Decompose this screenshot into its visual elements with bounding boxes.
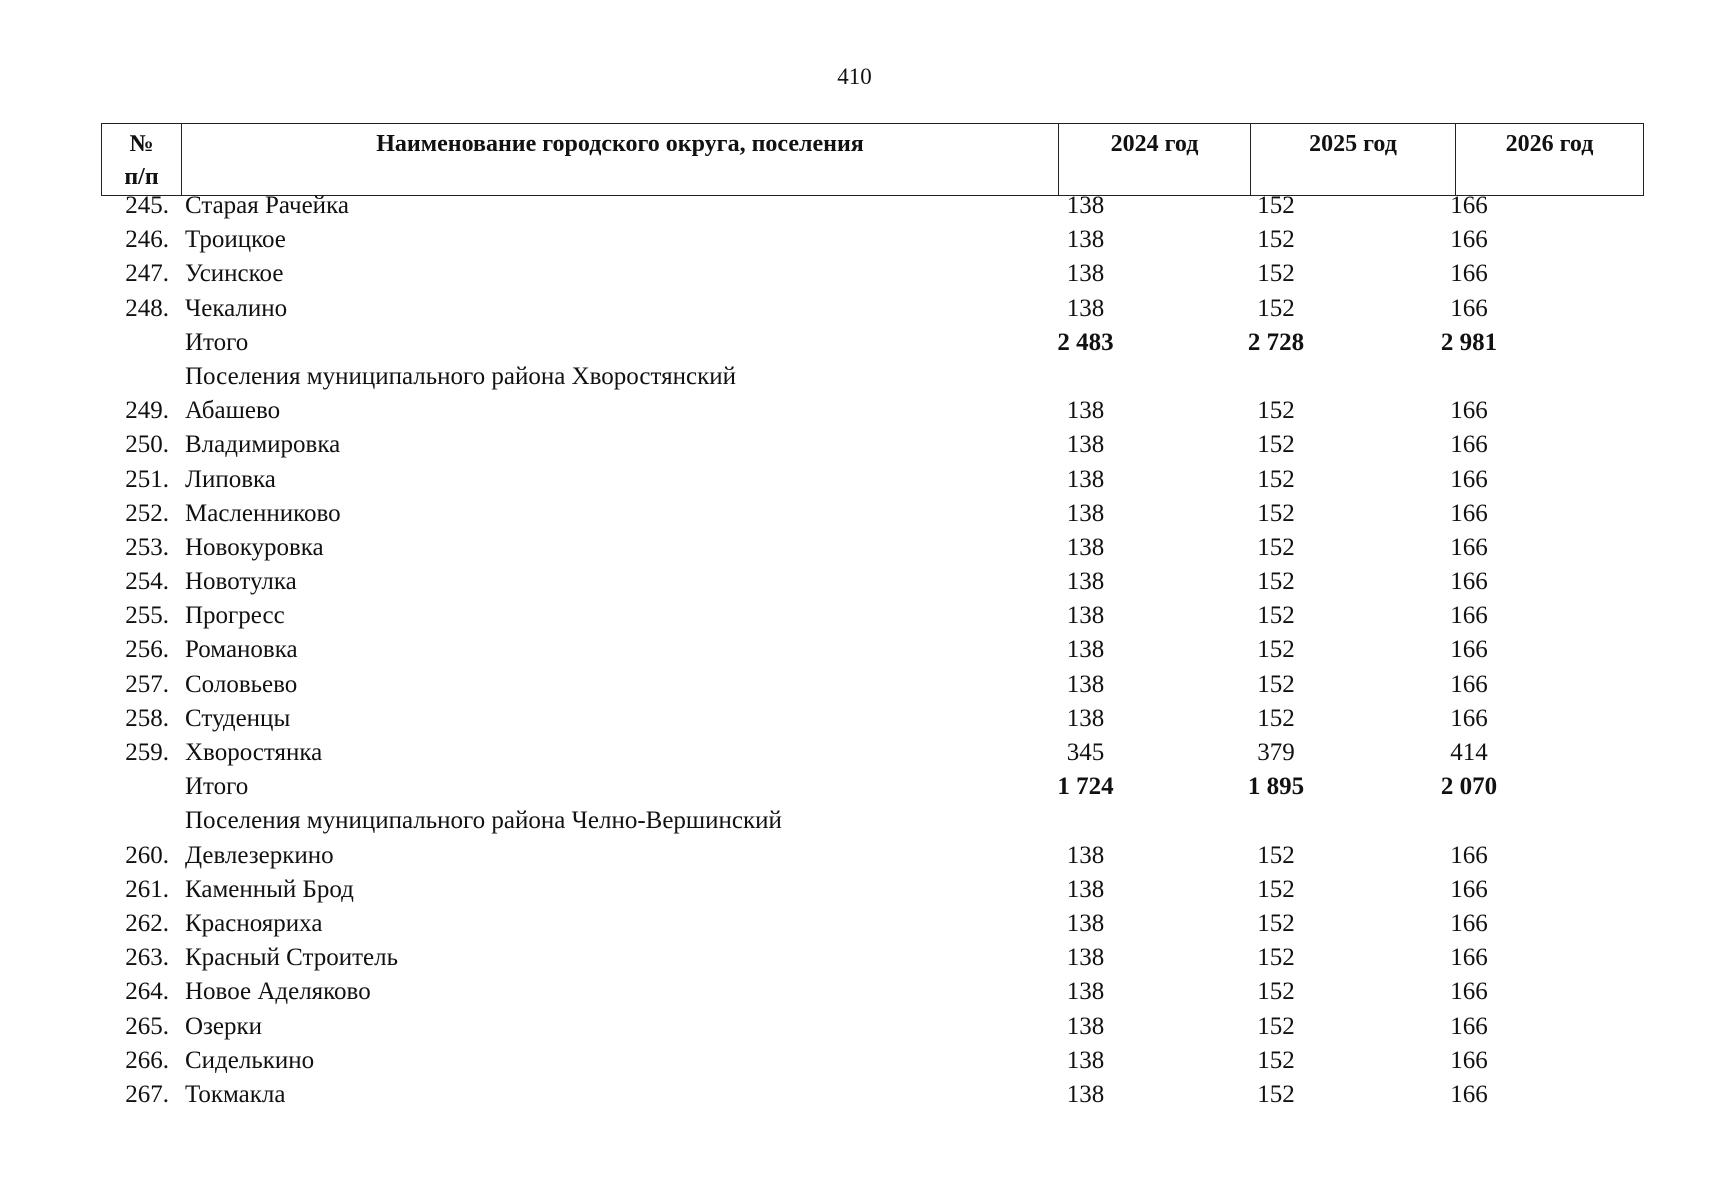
table-header <box>101 123 1644 196</box>
value-2024: 138 <box>1066 260 1105 288</box>
table-row <box>101 257 1643 291</box>
row-number: 263. <box>125 944 169 972</box>
value-2026: 166 <box>1450 1046 1488 1074</box>
row-number: 258. <box>125 704 169 732</box>
value-2024: 138 <box>1066 568 1105 596</box>
table-row <box>101 497 1643 531</box>
row-name: Каменный Брод <box>185 875 354 903</box>
value-2024: 138 <box>1066 670 1105 698</box>
value-2024: 138 <box>1066 602 1105 630</box>
value-2025: 152 <box>1257 944 1295 972</box>
value-2025: 152 <box>1257 568 1295 596</box>
value-2024: 138 <box>1066 192 1105 219</box>
row-number: 264. <box>125 978 169 1006</box>
row-number: 248. <box>125 294 169 322</box>
table-row <box>101 394 1643 428</box>
row-number: 257. <box>125 670 169 698</box>
row-name: Хворостянка <box>185 739 323 766</box>
row-name: Поселения муниципального района Хворостянский <box>185 362 737 390</box>
table-row <box>101 633 1643 667</box>
row-number: 262. <box>125 909 169 937</box>
value-2026: 166 <box>1450 704 1488 732</box>
value-2026: 166 <box>1450 465 1488 493</box>
row-name: Итого <box>185 773 249 801</box>
table-row <box>101 1044 1643 1078</box>
row-number: 250. <box>125 431 169 459</box>
table-row <box>101 873 1643 907</box>
table-row <box>101 668 1643 702</box>
header-2026: 2026 год <box>1456 124 1644 196</box>
row-name: Новотулка <box>185 568 297 596</box>
value-2024: 138 <box>1066 978 1105 1006</box>
row-name: Абашево <box>185 397 281 425</box>
table-row <box>101 531 1643 565</box>
row-name: Студенцы <box>185 704 291 732</box>
value-2026: 166 <box>1450 192 1488 219</box>
value-2025: 152 <box>1257 909 1295 937</box>
header-name: Наименование городского округа, поселения <box>182 124 1059 196</box>
value-2025: 152 <box>1257 499 1295 527</box>
row-name: Старая Рачейка <box>185 192 349 219</box>
table-row <box>101 428 1643 462</box>
table-row <box>101 599 1643 633</box>
value-2025: 2 728 <box>1247 328 1305 356</box>
row-name: Новое Аделяково <box>185 978 371 1006</box>
row-name: Девлезеркино <box>185 841 334 869</box>
row-number: 255. <box>125 602 169 630</box>
value-2024: 138 <box>1066 944 1105 972</box>
value-2026: 166 <box>1450 294 1488 322</box>
table-row <box>101 975 1643 1009</box>
value-2026: 2 981 <box>1440 328 1498 356</box>
value-2024: 138 <box>1066 841 1105 869</box>
row-number: 256. <box>125 636 169 664</box>
value-2024: 138 <box>1066 1046 1105 1074</box>
value-2026: 166 <box>1450 397 1488 425</box>
value-2024: 138 <box>1066 1080 1105 1108</box>
value-2024: 138 <box>1066 636 1105 664</box>
value-2025: 152 <box>1257 1080 1295 1108</box>
table-row <box>101 292 1643 326</box>
row-number: 259. <box>125 739 169 766</box>
value-2024: 138 <box>1066 875 1105 903</box>
row-name: Озерки <box>185 1012 263 1040</box>
value-2025: 152 <box>1257 260 1295 288</box>
value-2024: 1 724 <box>1057 773 1114 801</box>
section-row <box>101 360 1643 394</box>
row-number: 261. <box>125 875 169 903</box>
value-2025: 152 <box>1257 602 1295 630</box>
row-name: Новокуровка <box>185 533 324 561</box>
row-name: Чекалино <box>185 294 288 322</box>
row-name: Романовка <box>185 636 298 664</box>
row-number: 253. <box>125 533 169 561</box>
row-name: Сиделькино <box>185 1046 315 1074</box>
value-2026: 2 070 <box>1440 773 1498 801</box>
value-2026: 166 <box>1450 636 1488 664</box>
value-2026: 166 <box>1450 909 1488 937</box>
value-2026: 166 <box>1450 568 1488 596</box>
row-name: Масленниково <box>185 499 341 527</box>
value-2025: 152 <box>1257 533 1295 561</box>
row-number: 249. <box>125 397 169 425</box>
value-2026: 166 <box>1450 602 1488 630</box>
value-2025: 152 <box>1257 670 1295 698</box>
value-2025: 152 <box>1257 397 1295 425</box>
value-2026: 166 <box>1450 944 1488 972</box>
value-2024: 138 <box>1066 533 1105 561</box>
row-name: Поселения муниципального района Челно-Вершинский <box>185 807 782 835</box>
value-2026: 166 <box>1450 226 1488 254</box>
row-name: Усинское <box>185 260 284 288</box>
value-2024: 138 <box>1066 909 1105 937</box>
value-2025: 152 <box>1257 1012 1295 1040</box>
value-2026: 166 <box>1450 533 1488 561</box>
value-2026: 414 <box>1450 739 1488 766</box>
value-2025: 152 <box>1257 431 1295 459</box>
value-2024: 138 <box>1066 499 1105 527</box>
row-name: Прогресс <box>185 602 285 630</box>
value-2026: 166 <box>1450 431 1488 459</box>
value-2024: 138 <box>1066 431 1105 459</box>
value-2024: 138 <box>1066 294 1105 322</box>
row-name: Троицкое <box>185 226 286 254</box>
table-row <box>101 702 1643 736</box>
value-2025: 152 <box>1257 841 1295 869</box>
row-number: 247. <box>125 260 169 288</box>
row-number: 265. <box>125 1012 169 1040</box>
row-number: 251. <box>125 465 169 493</box>
page-number: 410 <box>837 64 872 89</box>
value-2025: 152 <box>1257 226 1295 254</box>
value-2025: 152 <box>1257 704 1295 732</box>
value-2024: 2 483 <box>1057 328 1114 356</box>
value-2026: 166 <box>1450 875 1488 903</box>
value-2024: 138 <box>1066 1012 1105 1040</box>
row-number: 254. <box>125 568 169 596</box>
table-row <box>101 463 1643 497</box>
value-2024: 345 <box>1066 739 1105 766</box>
value-2025: 1 895 <box>1247 773 1305 801</box>
table-row <box>101 1010 1643 1044</box>
value-2026: 166 <box>1450 260 1488 288</box>
header-2024: 2024 год <box>1059 124 1251 196</box>
value-2025: 152 <box>1257 1046 1295 1074</box>
total-row <box>101 770 1643 804</box>
value-2026: 166 <box>1450 1080 1488 1108</box>
table-row <box>101 941 1643 975</box>
value-2025: 152 <box>1257 978 1295 1006</box>
value-2026: 166 <box>1450 670 1488 698</box>
row-number: 245. <box>125 192 169 219</box>
value-2024: 138 <box>1066 397 1105 425</box>
value-2026: 166 <box>1450 978 1488 1006</box>
table-row <box>101 736 1643 770</box>
value-2025: 152 <box>1257 465 1295 493</box>
table-row <box>101 189 1643 223</box>
row-name: Владимировка <box>185 431 341 459</box>
table-row <box>101 839 1643 873</box>
value-2026: 166 <box>1450 499 1488 527</box>
row-name: Соловьево <box>185 670 298 698</box>
value-2025: 152 <box>1257 192 1295 219</box>
value-2025: 152 <box>1257 875 1295 903</box>
header-num: № п/п <box>102 124 182 196</box>
table-row <box>101 1078 1643 1112</box>
value-2025: 379 <box>1257 739 1295 766</box>
row-number: 267. <box>125 1080 169 1108</box>
row-name: Красный Строитель <box>185 944 399 972</box>
table-row <box>101 565 1643 599</box>
value-2025: 152 <box>1257 636 1295 664</box>
row-number: 266. <box>125 1046 169 1074</box>
value-2026: 166 <box>1450 841 1488 869</box>
value-2026: 166 <box>1450 1012 1488 1040</box>
header-2025: 2025 год <box>1251 124 1456 196</box>
row-number: 252. <box>125 499 169 527</box>
value-2025: 152 <box>1257 294 1295 322</box>
section-row <box>101 804 1643 838</box>
row-name: Липовка <box>185 465 276 493</box>
row-number: 260. <box>125 841 169 869</box>
table-body <box>101 189 1643 1112</box>
table-row <box>101 907 1643 941</box>
value-2024: 138 <box>1066 226 1105 254</box>
row-number: 246. <box>125 226 169 254</box>
total-row <box>101 326 1643 360</box>
value-2024: 138 <box>1066 465 1105 493</box>
value-2024: 138 <box>1066 704 1105 732</box>
table-row <box>101 223 1643 257</box>
row-name: Токмакла <box>185 1080 286 1108</box>
row-name: Краснояриха <box>185 909 323 937</box>
row-name: Итого <box>185 328 249 356</box>
